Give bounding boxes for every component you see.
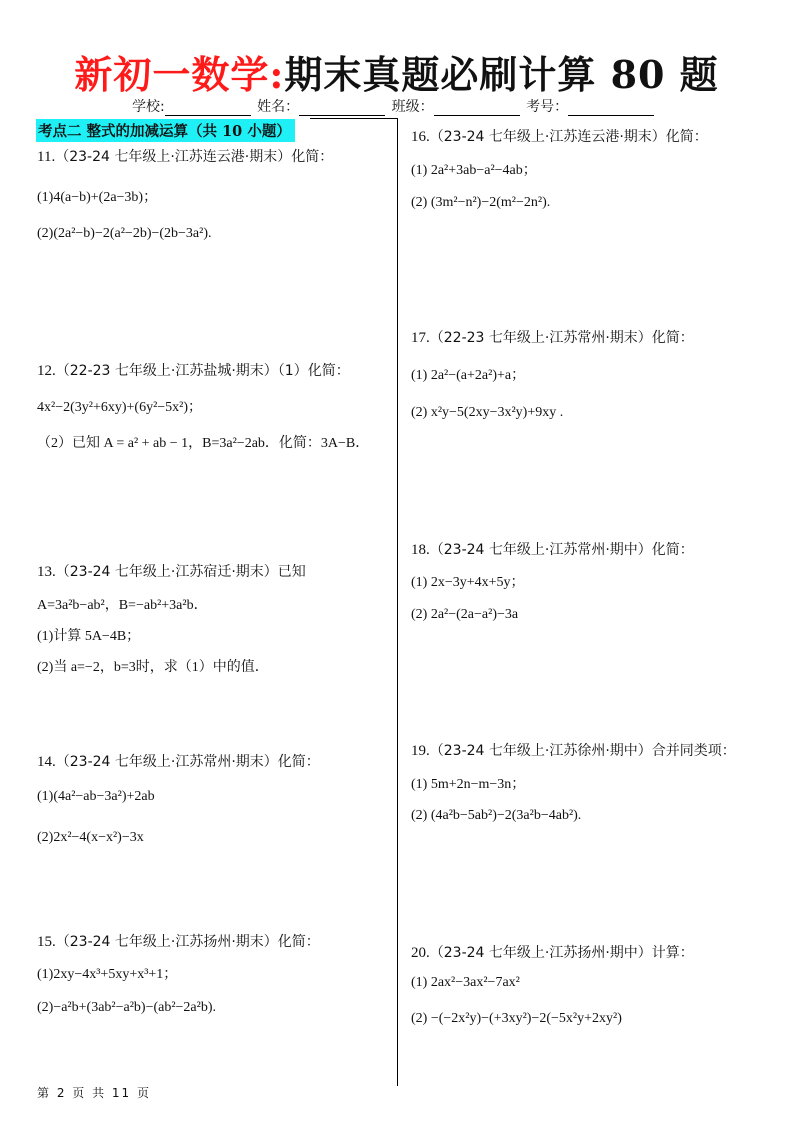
- student-info-row: [132, 96, 656, 116]
- question-number: 13.: [37, 564, 56, 580]
- question-16-part-1: (1) 2a²+3ab−a²−4ab；: [411, 163, 537, 178]
- question-11-part-2: (2)(2a²−b)−2(a²−2b)−(2b−3a²).: [37, 226, 212, 241]
- question-number: 20.: [411, 945, 430, 961]
- question-17-part-2: (2) x²y−5(2xy−3x²y)+9xy .: [411, 405, 564, 420]
- question-14-part-2: (2)2x²−4(x−x²)−3x: [37, 830, 144, 845]
- question-20-header: [411, 942, 694, 962]
- question-14-part-1: (1)(4a²−ab−3a²)+2ab: [37, 789, 155, 804]
- question-number: 15.: [37, 934, 56, 950]
- name-blank: [299, 101, 385, 116]
- question-12-part-1: 4x²−2(3y²+6xy)+(6y²−5x²)；: [37, 400, 203, 415]
- document-title: [0, 44, 793, 99]
- question-17-part-1: (1) 2a²−(a+2a²)+a；: [411, 368, 526, 383]
- column-divider: [397, 118, 398, 1086]
- question-18-part-2: (2) 2a²−(2a−a²)−3a: [411, 607, 519, 622]
- question-13-part-1: (1)计算 5A−4B；: [37, 629, 141, 644]
- question-20-part-2: (2) −(−2x²y)−(+3xy²)−2(−5x²y+2xy²): [411, 1011, 622, 1026]
- question-15-part-2: (2)−a²b+(3ab²−a²b)−(ab²−2a²b).: [37, 1000, 217, 1015]
- question-source: （23-24 七年级上·江苏扬州·期中）计算：: [429, 945, 694, 961]
- question-12-part-2: （2）已知 A = a² + ab − 1，B=3a²−2ab．化简：3A−B．: [37, 436, 370, 451]
- question-15-header: [37, 931, 320, 951]
- question-19-part-1: (1) 5m+2n−m−3n；: [411, 777, 526, 792]
- question-16-header: [411, 126, 708, 146]
- question-source: （23-24 七年级上·江苏常州·期末）化简：: [55, 754, 320, 770]
- exam-number-blank: [568, 101, 654, 116]
- section-heading: 考点二 整式的加减运算（共 10 小题）: [36, 119, 295, 142]
- page-footer: 第 2 页 共 11 页: [37, 1086, 151, 1100]
- question-source: （22-23 七年级上·江苏盐城·期末）（1）化简：: [55, 363, 350, 379]
- question-number: 19.: [411, 743, 430, 759]
- question-20-part-1: (1) 2ax²−3ax²−7ax²: [411, 975, 520, 990]
- question-12-header: [37, 360, 350, 380]
- class-blank: [434, 101, 520, 116]
- question-14-header: [37, 751, 320, 771]
- question-18-header: [411, 539, 694, 559]
- question-13-part-2: (2)当 a=−2，b=3时，求（1）中的值．: [37, 660, 269, 675]
- question-18-part-1: (1) 2x−3y+4x+5y；: [411, 575, 525, 590]
- question-15-part-1: (1)2xy−4x³+5xy+x³+1；: [37, 967, 178, 982]
- question-number: 16.: [411, 129, 430, 145]
- question-11-header: [37, 146, 333, 166]
- question-number: 12.: [37, 363, 56, 379]
- question-11-part-1: (1)4(a−b)+(2a−3b)；: [37, 190, 158, 205]
- question-number: 14.: [37, 754, 56, 770]
- question-17-header: [411, 327, 694, 347]
- column-top-rule: [310, 118, 397, 119]
- name-label: 姓名：: [257, 99, 300, 115]
- question-number: 17.: [411, 330, 430, 346]
- question-source: （23-24 七年级上·江苏连云港·期末）化简：: [429, 129, 708, 145]
- question-source: （22-23 七年级上·江苏常州·期末）化简：: [429, 330, 694, 346]
- school-label: 学校:: [132, 99, 165, 115]
- title-red: 新初一数学:: [74, 52, 285, 97]
- question-number: 11.: [37, 149, 56, 165]
- question-number: 18.: [411, 542, 430, 558]
- school-blank: [165, 101, 251, 116]
- question-13-header: [37, 561, 306, 581]
- question-19-header: [411, 740, 736, 760]
- question-source: （23-24 七年级上·江苏连云港·期末）化简：: [55, 149, 334, 165]
- question-16-part-2: (2) (3m²−n²)−2(m²−2n²).: [411, 195, 551, 210]
- question-source: （23-24 七年级上·江苏常州·期中）化简：: [429, 542, 694, 558]
- question-13-given: A=3a²b−ab²，B=−ab²+3a²b．: [37, 598, 208, 613]
- question-source: （23-24 七年级上·江苏徐州·期中）合并同类项：: [429, 743, 736, 759]
- question-19-part-2: (2) (4a²b−5ab²)−2(3a²b−4ab²).: [411, 808, 582, 823]
- class-label: 班级：: [391, 99, 434, 115]
- title-black: 期末真题必刷计算 80 题: [284, 52, 719, 97]
- question-source: （23-24 七年级上·江苏宿迁·期末）已知: [55, 564, 306, 580]
- question-source: （23-24 七年级上·江苏扬州·期末）化简：: [55, 934, 320, 950]
- exam-number-label: 考号：: [526, 99, 569, 115]
